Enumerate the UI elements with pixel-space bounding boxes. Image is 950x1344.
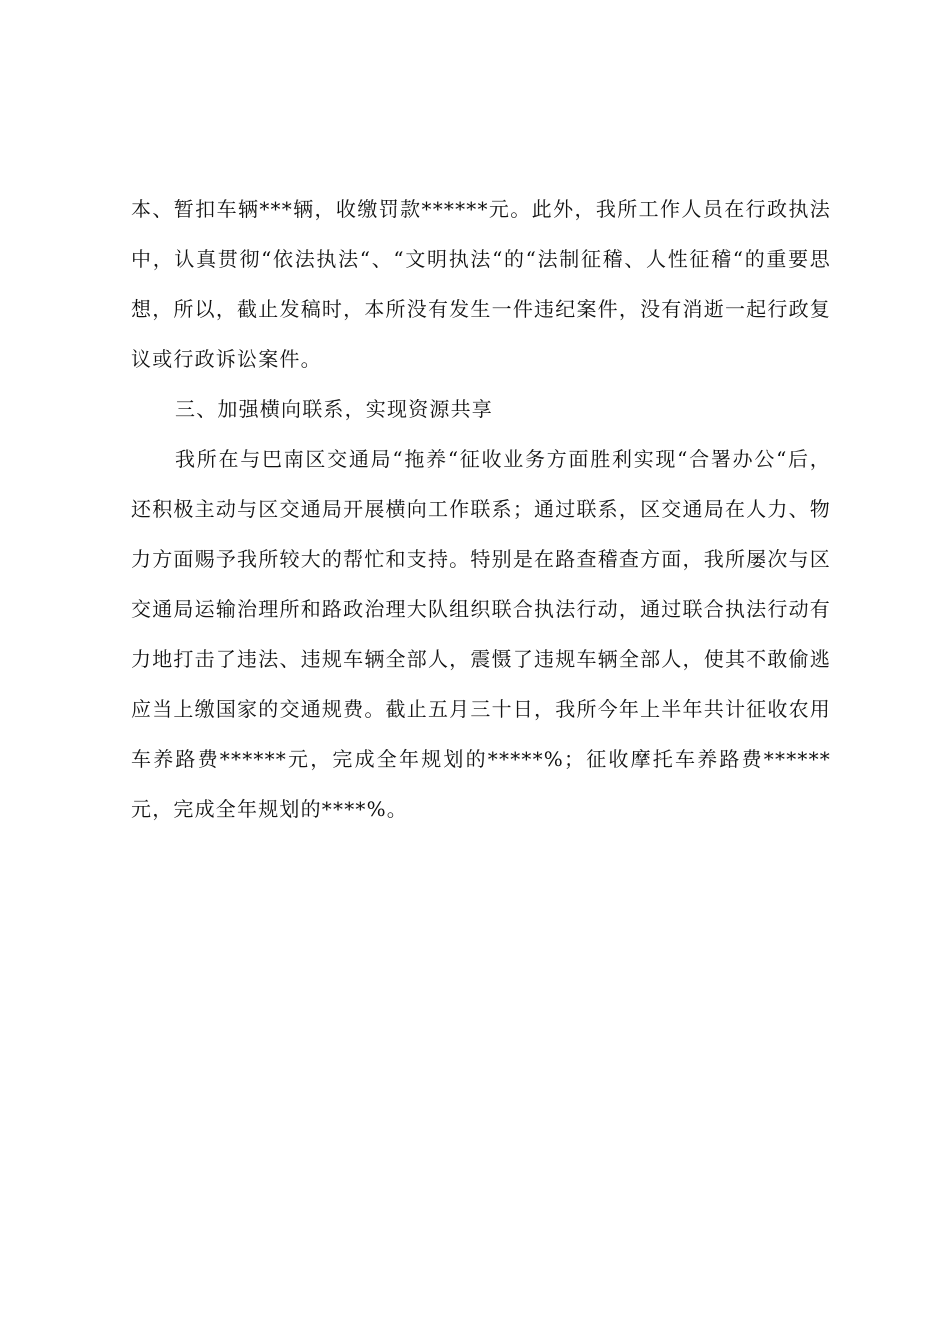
paragraph-enforcement-summary: 本、暂扣车辆***辆，收缴罚款******元。此外，我所工作人员在行政执法中，认真贯彻“依法执法“、“文明执法“的“法制征稽、人性征稽“的重要思想，所以，截止发稿时，本所没有发生一件违纪案件，没有消逝一起行政复议或行政诉讼案件。 — [131, 197, 831, 371]
document-body — [131, 184, 831, 834]
section-heading-horizontal-cooperation: 三、加强横向联系，实现资源共享 — [175, 397, 493, 421]
paragraph-cooperation-details: 我所在与巴南区交通局“拖养“征收业务方面胜利实现“合署办公“后，还积极主动与区交通局开展横向工作联系；通过联系，区交通局在人力、物力方面赐予我所较大的帮忙和支持。特别是在路查稽查方面，我所屡次与区交通局运输治理所和路政治理大队组织联合执法行动，通过联合执法行动有力地打击了违法、违规车辆全部人，震慑了违规车辆全部人，使其不敢偷逃应当上缴国家的交通规费。截止五月三十日，我所今年上半年共计征收农用车养路费******元，完成全年规划的*****%；征收摩托车养路费******元，完成全年规划的****%。 — [131, 447, 831, 821]
